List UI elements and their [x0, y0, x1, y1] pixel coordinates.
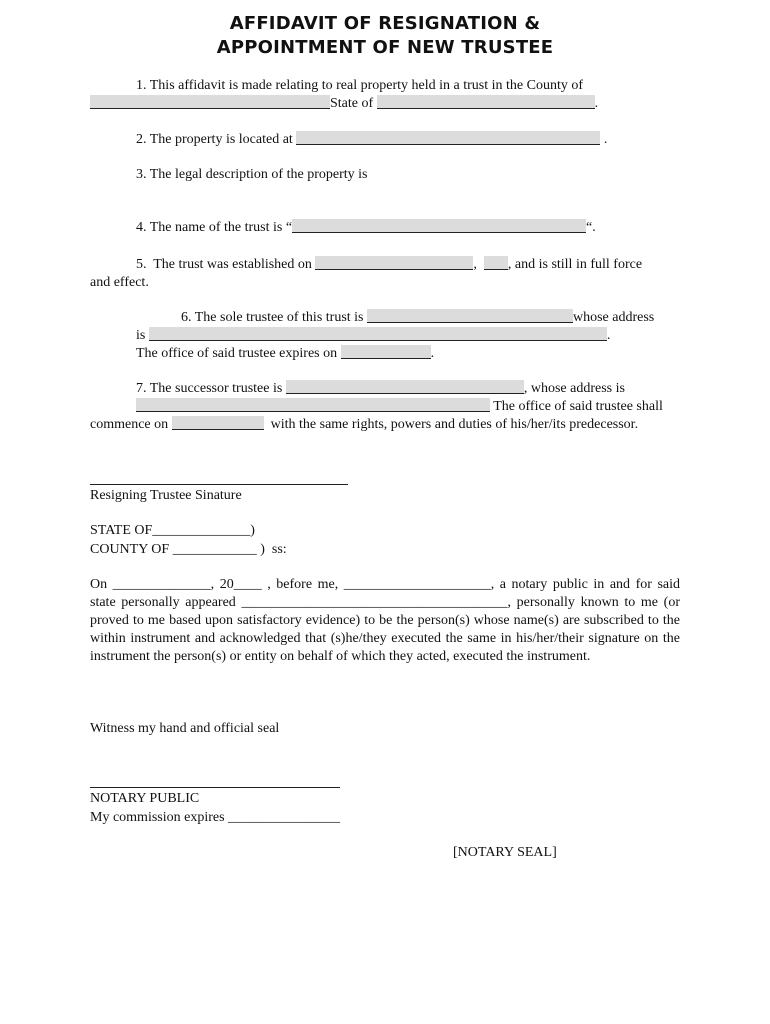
document-title-line-2: APPOINTMENT OF NEW TRUSTEE — [216, 37, 554, 58]
para5-line1: 5. The trust was established on , , and is still in full force — [136, 257, 643, 272]
resigning-signature-label: Resigning Trustee Sinature — [90, 488, 242, 503]
para5-line2: and effect. — [90, 275, 149, 290]
trust-name-field[interactable] — [292, 219, 586, 233]
sole-trustee-address-field[interactable] — [149, 327, 607, 341]
para7-line3: commence on with the same rights, powers and duties of his/her/its predecessor. — [90, 417, 639, 432]
venue-county: COUNTY OF ____________ ) ss: — [90, 542, 287, 557]
state-field[interactable] — [377, 95, 595, 109]
successor-trustee-field[interactable] — [286, 380, 524, 394]
commence-date-field[interactable] — [172, 416, 264, 430]
county-field[interactable] — [90, 95, 330, 109]
notary-seal-placeholder: [NOTARY SEAL] — [453, 845, 557, 860]
document-title-line-1: AFFIDAVIT OF RESIGNATION & — [229, 13, 541, 34]
para1-line2: State of . — [90, 95, 598, 113]
venue-state: STATE OF______________) — [90, 523, 255, 538]
witness-statement: Witness my hand and official seal — [90, 721, 280, 736]
office-expires-field[interactable] — [341, 345, 431, 359]
para1-line1: 1. This affidavit is made relating to real property held in a trust in the County of — [136, 78, 583, 93]
property-location-field[interactable] — [296, 131, 600, 145]
para6-line3: The office of said trustee expires on . — [136, 346, 435, 361]
notary-signature-line[interactable] — [90, 787, 340, 788]
para3-line: 3. The legal description of the property is — [136, 167, 368, 182]
notary-acknowledgement: On ______________, 20____ , before me, _____________________, a notary public in and for said state personally appeared ______________________________________, personally known to me (or proved to me based upon satisfactory evidence) to be the person(s) whose name(s) are subscribed to the within instrument and acknowledged that (s)he/they executed the same in his/her/their signature on the instrument the person(s) or entity on behalf of which they acted, executed the instrument. — [90, 577, 680, 664]
sole-trustee-field[interactable] — [367, 309, 573, 323]
para4-line: 4. The name of the trust is “ “. — [136, 220, 596, 235]
successor-address-field[interactable] — [136, 398, 490, 412]
para7-line1: 7. The successor trustee is , whose address is — [136, 381, 625, 396]
para6-line1: 6. The sole trustee of this trust is whose address — [181, 310, 655, 325]
established-date-field[interactable] — [315, 256, 473, 270]
established-year-field[interactable] — [484, 256, 508, 270]
commission-expires: My commission expires ________________ — [90, 810, 341, 825]
para2-line: 2. The property is located at . — [136, 132, 608, 147]
para6-line2: is . — [136, 328, 611, 343]
para7-line2: The office of said trustee shall — [136, 398, 663, 416]
notary-public-label: NOTARY PUBLIC — [90, 791, 200, 806]
resigning-signature-line[interactable] — [90, 484, 348, 485]
